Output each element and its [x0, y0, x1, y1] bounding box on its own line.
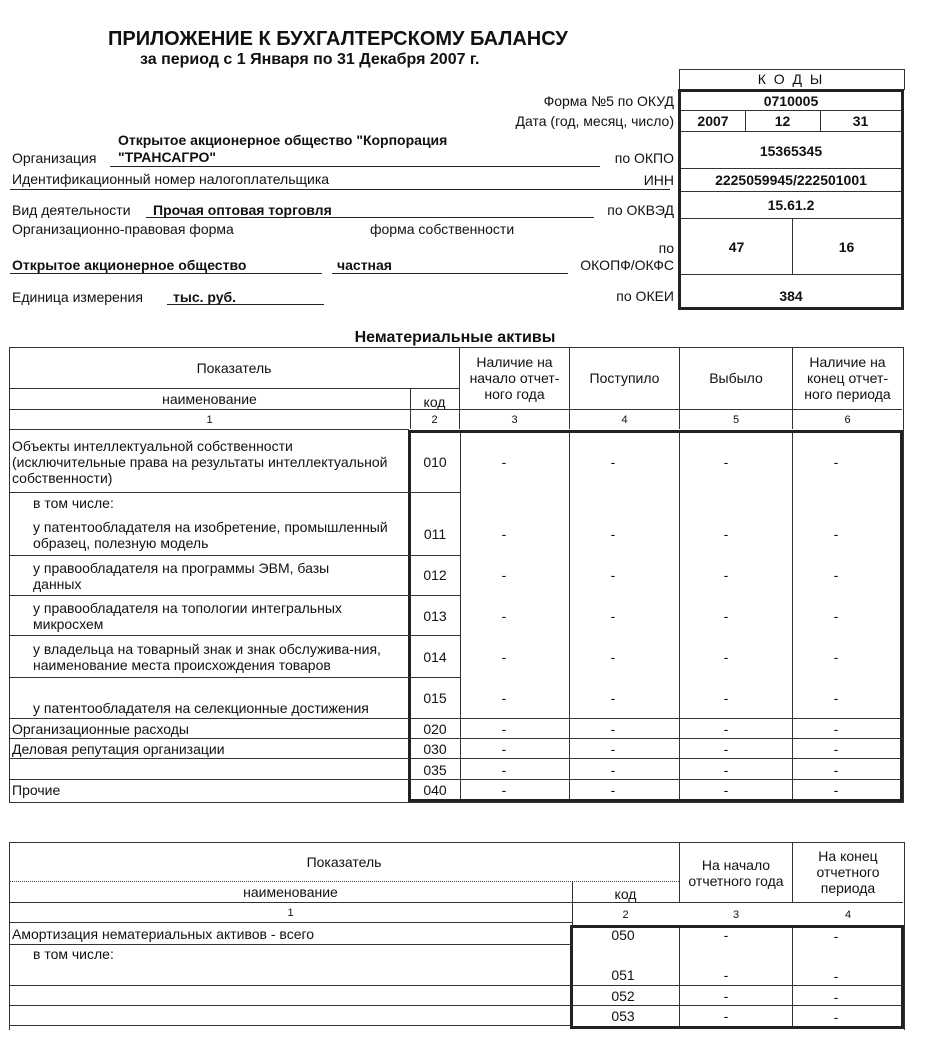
cell-012-5: -: [723, 567, 729, 583]
row-name-011: у патентообладателя на изобретение, промышленный образец, полезную модель: [33, 519, 388, 551]
cell-040-3: -: [501, 782, 507, 798]
colnum-1: 1: [206, 413, 213, 426]
okud-value: 0710005: [763, 93, 819, 109]
okud-label: Форма №5 по ОКУД: [543, 93, 674, 109]
t2-row-code-053: 053: [611, 1008, 635, 1024]
cell-020-6: -: [833, 721, 839, 737]
t2-colnum-1: 1: [287, 906, 294, 919]
t2-cell-052-3: -: [723, 988, 729, 1004]
colnum-5: 5: [732, 413, 740, 426]
t2-header-indicator: Показатель: [306, 854, 382, 870]
header-indicator: Показатель: [196, 359, 272, 376]
t2-header-end: На конец отчетного периода: [816, 848, 880, 896]
row-name-020: Организационные расходы: [12, 721, 189, 737]
org-name-line2: "ТРАНСАГРО": [118, 149, 217, 165]
cell-012-6: -: [833, 567, 839, 583]
row-name-in-that: в том числе:: [33, 495, 114, 511]
cell-013-5: -: [723, 608, 729, 624]
okpo-value: 15365345: [759, 143, 823, 159]
row-code-030: 030: [423, 741, 447, 757]
t2-cell-051-4: -: [833, 968, 839, 984]
cell-011-5: -: [723, 526, 729, 542]
codes-title: К О Д Ы: [757, 71, 825, 87]
cell-020-3: -: [501, 721, 507, 737]
activity-label: Вид деятельности: [12, 202, 131, 218]
cell-014-4: -: [610, 649, 616, 665]
okopf-label-line2: ОКОПФ/ОКФС: [580, 257, 674, 273]
form-title: ПРИЛОЖЕНИЕ К БУХГАЛТЕРСКОМУ БАЛАНСУ: [108, 28, 568, 50]
cell-012-3: -: [501, 567, 507, 583]
okopf-label-line1: по: [658, 240, 674, 256]
row-name-010: Объекты интеллектуальной собственности (исключительные права на результаты интеллектуальной собственности): [12, 438, 388, 486]
t2-colnum-3: 3: [732, 908, 740, 921]
okopf-value: 47: [728, 239, 745, 255]
row-code-011: 011: [423, 526, 447, 542]
row-name-014: у владельца на товарный знак и знак обслужива-ния, наименование места происхождения товаров: [33, 641, 381, 673]
cell-010-3: -: [501, 454, 507, 470]
org-name-line1: Открытое акционерное общество "Корпорация: [118, 132, 448, 148]
cell-010-5: -: [723, 454, 729, 470]
row-code-035: 035: [423, 762, 447, 778]
t2-row-code-050: 050: [611, 927, 635, 943]
cell-015-5: -: [723, 690, 729, 706]
org-label: Организация: [12, 150, 97, 166]
row-code-040: 040: [423, 782, 447, 798]
cell-035-5: -: [723, 762, 729, 778]
cell-013-3: -: [501, 608, 507, 624]
colnum-4: 4: [621, 413, 628, 426]
inn-label: Идентификационный номер налогоплательщика: [12, 171, 330, 187]
cell-015-3: -: [501, 690, 507, 706]
t2-cell-053-3: -: [723, 1008, 729, 1024]
cell-030-5: -: [723, 741, 729, 757]
cell-013-6: -: [833, 608, 839, 624]
cell-035-3: -: [501, 762, 507, 778]
okved-label: по ОКВЭД: [607, 202, 674, 218]
t2-row-name-050: Амортизация нематериальных активов - всего: [12, 926, 315, 942]
cell-020-4: -: [610, 721, 616, 737]
legal-form-label: Организационно-правовая форма: [12, 221, 234, 237]
cell-012-4: -: [610, 567, 616, 583]
t2-header-name: наименование: [243, 884, 338, 900]
header-end: Наличие на конец отчет-ного периода: [804, 354, 891, 402]
t2-cell-053-4: -: [833, 1009, 839, 1025]
row-name-040: Прочие: [12, 782, 61, 798]
form-period: за период с 1 Января по 31 Декабря 2007 г.: [140, 51, 480, 68]
ownership-value: частная: [337, 257, 392, 273]
header-received: Поступило: [589, 370, 660, 386]
header-start: Наличие на начало отчет-ного года: [469, 354, 560, 402]
colnum-3: 3: [511, 413, 518, 426]
cell-013-4: -: [610, 608, 616, 624]
okei-value: 384: [779, 288, 803, 304]
okfs-value: 16: [838, 239, 855, 255]
row-code-020: 020: [423, 721, 447, 737]
cell-014-3: -: [501, 649, 507, 665]
row-code-015: 015: [423, 690, 447, 706]
cell-030-3: -: [501, 741, 507, 757]
date-year: 2007: [697, 113, 729, 129]
cell-040-4: -: [610, 782, 616, 798]
t2-colnum-4: 4: [844, 908, 852, 921]
row-code-013: 013: [423, 608, 447, 624]
row-code-010: 010: [423, 454, 447, 470]
row-code-014: 014: [423, 649, 447, 665]
t2-cell-050-4: -: [833, 928, 839, 944]
cell-015-6: -: [833, 690, 839, 706]
cell-020-5: -: [723, 721, 729, 737]
t2-cell-051-3: -: [723, 967, 729, 983]
cell-014-6: -: [833, 649, 839, 665]
t2-header-code: код: [614, 886, 637, 902]
cell-015-4: -: [610, 690, 616, 706]
row-name-013: у правообладателя на топологии интегральных микросхем: [33, 600, 342, 632]
unit-label: Единица измерения: [12, 289, 143, 305]
t2-colnum-2: 2: [622, 908, 629, 921]
okpo-label: по ОКПО: [614, 150, 674, 166]
row-name-015: у патентообладателя на селекционные достижения: [33, 700, 369, 716]
date-month: 12: [774, 113, 791, 129]
colnum-6: 6: [844, 413, 851, 426]
cell-010-4: -: [610, 454, 616, 470]
t2-cell-050-3: -: [723, 927, 729, 943]
t2-header-start: На начало отчетного года: [688, 857, 784, 889]
okei-label: по ОКЕИ: [616, 288, 674, 304]
header-code: код: [423, 394, 446, 410]
cell-040-6: -: [833, 782, 839, 798]
inn-label-right: ИНН: [643, 172, 674, 188]
unit-value: тыс. руб.: [173, 289, 237, 305]
cell-035-6: -: [833, 762, 839, 778]
activity-value: Прочая оптовая торговля: [153, 202, 332, 218]
header-retired: Выбыло: [709, 370, 763, 386]
cell-011-4: -: [610, 526, 616, 542]
row-name-012: у правообладателя на программы ЭВМ, базы данных: [33, 560, 330, 592]
okved-value: 15.61.2: [767, 197, 815, 213]
cell-014-5: -: [723, 649, 729, 665]
t2-row-name-in-that: в том числе:: [33, 946, 114, 962]
date-day: 31: [852, 113, 869, 129]
cell-040-5: -: [723, 782, 729, 798]
section-title: Нематериальные активы: [354, 329, 556, 346]
t2-row-code-051: 051: [611, 967, 635, 983]
cell-030-4: -: [610, 741, 616, 757]
cell-035-4: -: [610, 762, 616, 778]
cell-010-6: -: [833, 454, 839, 470]
colnum-2: 2: [431, 413, 438, 426]
row-name-030: Деловая репутация организации: [12, 741, 225, 757]
header-name: наименование: [162, 391, 257, 407]
cell-011-3: -: [501, 526, 507, 542]
date-label: Дата (год, месяц, число): [515, 113, 674, 129]
legal-form-value: Открытое акционерное общество: [12, 257, 247, 273]
row-code-012: 012: [423, 567, 447, 583]
cell-011-6: -: [833, 526, 839, 542]
t2-row-code-052: 052: [611, 988, 635, 1004]
t2-cell-052-4: -: [833, 989, 839, 1005]
cell-030-6: -: [833, 741, 839, 757]
ownership-label: форма собственности: [370, 221, 515, 237]
inn-value: 2225059945/222501001: [715, 172, 867, 188]
